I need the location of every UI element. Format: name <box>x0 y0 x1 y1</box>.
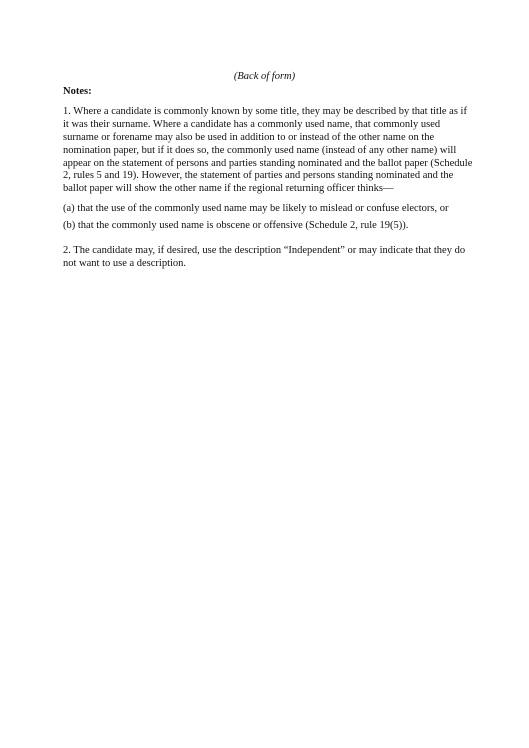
note-2: 2. The candidate may, if desired, use the description “Independent” or may indicate that they do not want to use a description. <box>63 245 466 269</box>
notes-heading: Notes: <box>63 86 92 97</box>
notes-section <box>63 86 473 271</box>
note-1-condition-a: (a) that the use of the commonly used name may be likely to mislead or confuse electors, or <box>63 203 449 215</box>
form-side-label: (Back of form) <box>233 71 296 82</box>
note-1: 1. Where a candidate is commonly known by some title, they may be described by that title as if it was their surname. Where a candidate has a commonly used name, that commonly used surname or forename may also be used in addition to or instead of the other name on the nomination paper, but if it does so, the commonly used name (instead of any other name) will appear on the statement of persons and parties standing nominated and the ballot paper (Schedule 2, rules 5 and 19). However, the statement of parties and persons standing nominated and the ballot paper will show the other name if the regional returning officer thinks— <box>63 105 473 195</box>
note-1-condition-b: (b) that the commonly used name is obscene or offensive (Schedule 2, rule 19(5)). <box>63 220 409 232</box>
